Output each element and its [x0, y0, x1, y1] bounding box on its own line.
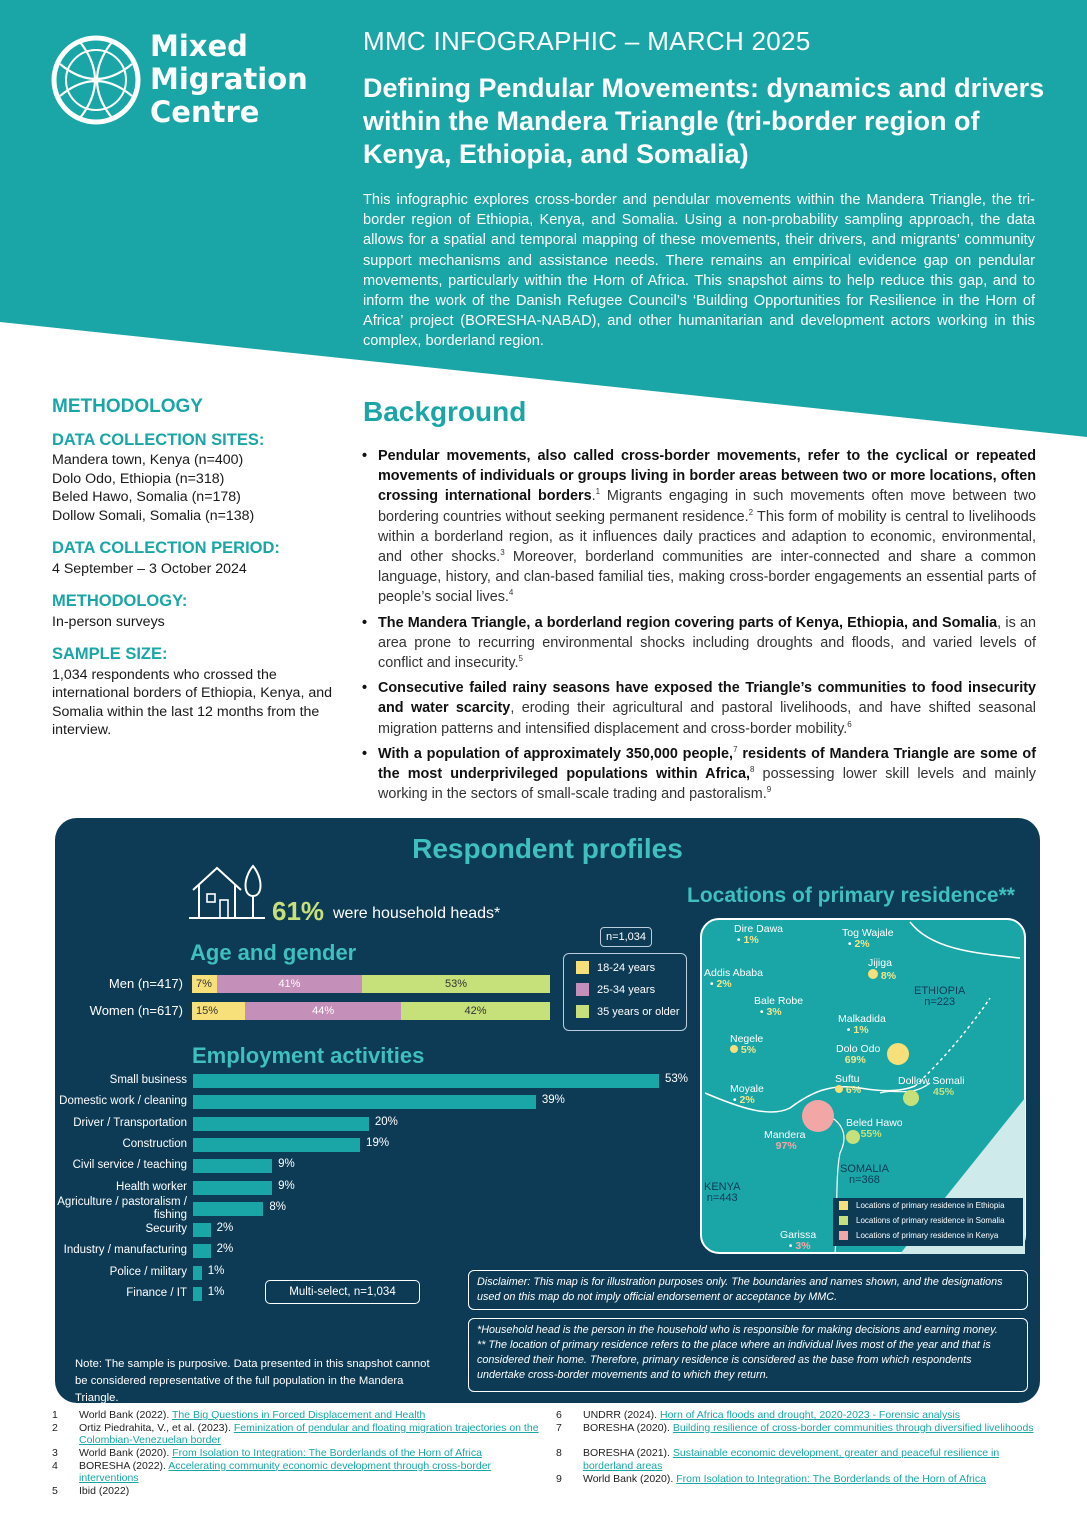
- employment-bar: [193, 1159, 272, 1173]
- list-item: • Pendular movements, also called cross-border movements, refer to the cyclical or repeated movements of individuals or groups living in border areas between two or more locations, often crossing international borders.$^1$ Migrants engaging in such movements often move between two bordering countries without seeking permanent residence.$^2$ This form of mobility is central to livelihoods within a borderland region, as it influences daily practices and adaption to economic, environmental, and other shocks.$^3$ Moreover, borderland communities are inter-connected and share a common language, history, and clan-based familial ties, making cross-border engagements an essential parts of people’s social lives.$^4$: [360, 446, 1036, 608]
- period-value: 4 September – 3 October 2024: [52, 560, 247, 577]
- footnote-link[interactable]: Accelerating community economic development through cross-border interventions: [79, 1459, 492, 1485]
- method-heading: METHODOLOGY:: [52, 592, 188, 610]
- age-n-label: n=1,034: [600, 927, 652, 947]
- sample-value: 1,034 respondents who crossed the international borders of Ethiopia, Kenya, and Somalia within the last 12 months from the interview.: [52, 666, 332, 738]
- legend-swatch: [839, 1201, 848, 1210]
- footnote-link[interactable]: Building resilience of cross-border communities through diversified livelihoods: [672, 1421, 1034, 1434]
- employment-value: 8%: [269, 1200, 286, 1213]
- methodology-panel: [52, 398, 342, 740]
- household-head-pct: 61%: [272, 896, 325, 926]
- footnote-number: 2: [52, 1421, 58, 1434]
- employment-row: [55, 1159, 755, 1177]
- site-item: Beled Hawo, Somalia (n=178): [52, 489, 241, 505]
- age-bar-segment: 42%: [401, 1002, 550, 1020]
- footnote-link[interactable]: Horn of Africa floods and drought, 2020-2023 - Forensic analysis: [660, 1409, 961, 1421]
- footnote-number: 3: [52, 1447, 58, 1459]
- age-row-label: Women (n=617): [89, 1003, 183, 1018]
- map-marker: [868, 969, 878, 979]
- sites-heading: DATA COLLECTION SITES:: [52, 430, 265, 449]
- map-marker: [730, 1045, 738, 1053]
- mmc-logo-icon: [50, 34, 142, 126]
- region-label-ethiopia: ETHIOPIA n=223: [914, 985, 966, 1008]
- employment-label: Agriculture / pastoralism / fishing: [57, 1195, 187, 1221]
- series-label: MMC INFOGRAPHIC – MARCH 2025: [363, 26, 811, 56]
- map-place-label: Tog Wajale • 2%: [842, 927, 894, 950]
- employment-bar: [193, 1095, 536, 1109]
- footnote-text: Ortiz Piedrahita, V., et al. (2023). Feminization of pendular and floating migration trajectories on the Colombian-Venezuelan border: [79, 1421, 539, 1447]
- map-heading: Locations of primary residence**: [687, 884, 1015, 907]
- footnote-link[interactable]: Feminization of pendular and floating migration trajectories on the Colombian-Venezuelan border: [79, 1421, 539, 1447]
- map-place-label: Malkadida • 1%: [838, 1013, 886, 1036]
- map-place-label: Addis Ababa • 2%: [704, 967, 763, 990]
- employment-label: Construction: [122, 1137, 187, 1150]
- employment-label: Police / military: [109, 1265, 187, 1278]
- map-marker-beled-hawo: [846, 1130, 860, 1144]
- footnote-link[interactable]: From Isolation to Integration: The Borderlands of the Horn of Africa: [172, 1447, 482, 1459]
- footnote-text: Ibid (2022): [79, 1485, 130, 1497]
- footnote-text: World Bank (2020). From Isolation to Integration: The Borderlands of the Horn of Africa: [79, 1447, 482, 1459]
- footnote-link[interactable]: The Big Questions in Forced Displacement and Health: [172, 1409, 426, 1421]
- age-bar-segment: 44%: [245, 1002, 401, 1020]
- mmc-logo: [50, 30, 308, 129]
- map-marker: [835, 1085, 843, 1093]
- map-marker-dollow: [903, 1090, 919, 1106]
- employment-label: Finance / IT: [126, 1287, 187, 1299]
- site-item: Dolo Odo, Ethiopia (n=318): [52, 470, 225, 487]
- sample-note: Note: The sample is purposive. Data presented in this snapshot cannot be considered representative of the full population in the Mandera Triangle.: [75, 1358, 430, 1404]
- map-legend-item: Locations of primary residence in Somalia: [833, 1213, 1023, 1228]
- multiselect-note: Multi-select, n=1,034: [265, 1280, 420, 1304]
- footnote-number: 7: [556, 1421, 562, 1434]
- employment-bar: [193, 1287, 202, 1301]
- employment-value: 1%: [207, 1286, 225, 1298]
- employment-row: [55, 1223, 755, 1241]
- employment-bar: [193, 1181, 272, 1195]
- footnote-number: 1: [52, 1409, 58, 1421]
- map-legend: [833, 1198, 1023, 1246]
- residence-map: [700, 918, 1026, 1254]
- respondent-profiles-panel: [55, 818, 1040, 1403]
- footnote-number: 6: [556, 1409, 562, 1421]
- intro-paragraph: This infographic explores cross-border and pendular movements within the Mandera Triangle, the tri-border region of Ethiopia, Kenya, and Somalia. Using a non-probability sampling approach, the data allows for a spatial and temporal mapping of these movements, their drivers, and migrants’ community support mechanisms and assistance needs. There remains an empirical evidence gap on pendular movements, particularly within the Horn of Africa. This snapshot aims to help reduce this gap, and to inform the work of the Danish Refugee Council’s ‘Building Opportunities for Resilience in the Horn of Africa’ project (BORESHA-NABAD), and other humanitarian and development actors working in this complex, borderland region.: [363, 192, 1035, 350]
- map-place-label: Dollow Somali 45%: [898, 1075, 965, 1098]
- employment-bar: [193, 1117, 369, 1131]
- employment-label: Health worker: [116, 1180, 187, 1193]
- list-item: • Consecutive failed rainy seasons have exposed the Triangle’s communities to food insecurity and water scarcity, eroding their agricultural and pastoral livelihoods, and have shifted seasonal migration patterns and intensified displacement and cross-border mobility.$^6$: [360, 678, 1036, 739]
- definitions-box: [468, 1318, 1028, 1392]
- map-place-label: Dire Dawa • 1%: [734, 923, 784, 946]
- footnote-text: World Bank (2020). From Isolation to Integration: The Borderlands of the Horn of Africa: [583, 1472, 986, 1485]
- employment-bar: [193, 1266, 202, 1280]
- map-marker-mandera: [802, 1100, 834, 1132]
- employment-label: Domestic work / cleaning: [59, 1095, 187, 1108]
- employment-label: Driver / Transportation: [73, 1116, 187, 1129]
- map-place-label: Jijiga 8%: [868, 957, 897, 982]
- logo-wordmark: [150, 30, 308, 129]
- map-place-label: Dolo Odo 69%: [836, 1043, 881, 1066]
- employment-value: 2%: [216, 1243, 234, 1256]
- employment-bar: [193, 1138, 360, 1152]
- legend-swatch: [839, 1216, 848, 1225]
- employment-value: 2%: [216, 1222, 234, 1235]
- map-place-label: Beled Hawo 55%: [846, 1117, 903, 1140]
- list-item: • The Mandera Triangle, a borderland region covering parts of Kenya, Ethiopia, and Somalia, is an area prone to recurring environmental shocks including droughts and floods, and varied levels of conflict and insecurity.$^5$: [360, 613, 1036, 674]
- employment-value: 19%: [366, 1136, 390, 1149]
- employment-label: Civil service / teaching: [72, 1159, 187, 1172]
- background-heading: Background: [363, 396, 527, 427]
- logo-line-2: Migration: [150, 62, 308, 96]
- employment-bar: [193, 1223, 211, 1237]
- age-bar-segment: 41%: [217, 975, 362, 993]
- region-label-kenya: KENYA n=443: [704, 1181, 741, 1204]
- map-place-label: Negele 5%: [730, 1033, 764, 1056]
- map-disclaimer: Disclaimer: This map is for illustration purposes only. The boundaries and names shown, and the designations used on this map do not imply official endorsement or acceptance by MMC.: [468, 1270, 1028, 1310]
- residence-definition: ** The location of primary residence refers to the place where an individual lives most of the year and that is considered their home. Therefore, primary residence is considered as the base from which respondents undertake cross-border movements and to which they return.: [477, 1339, 991, 1381]
- map-place-label: Garissa • 3%: [780, 1229, 817, 1252]
- legend-item: 35 years or older: [576, 1005, 680, 1018]
- employment-heading: Employment activities: [192, 1043, 425, 1068]
- period-heading: DATA COLLECTION PERIOD:: [52, 539, 280, 557]
- methodology-heading: METHODOLOGY: [52, 396, 203, 417]
- footnote-number: 5: [52, 1485, 58, 1497]
- footnote-link[interactable]: Sustainable economic development, greater and peaceful resilience in borderland areas: [583, 1447, 1000, 1472]
- logo-line-3: Centre: [150, 95, 260, 129]
- legend-swatch: [839, 1231, 848, 1240]
- method-value: In-person surveys: [52, 613, 165, 630]
- page-title: Defining Pendular Movements: dynamics and drivers within the Mandera Triangle (tri-border region of Kenya, Ethiopia, and Somalia): [363, 73, 1045, 169]
- logo-line-1: Mixed: [150, 29, 248, 63]
- employment-value: 39%: [541, 1094, 565, 1107]
- map-place-label: Bale Robe • 3%: [754, 995, 804, 1018]
- age-row-label: Men (n=417): [108, 976, 183, 991]
- age-gender-heading: Age and gender: [190, 940, 357, 965]
- employment-row: [55, 1195, 755, 1221]
- footnote-link[interactable]: From Isolation to Integration: The Borderlands of the Horn of Africa: [676, 1472, 986, 1485]
- employment-bar: [193, 1202, 263, 1216]
- household-definition: *Household head is the person in the household who is responsible for making decisions and earning money.: [477, 1324, 998, 1336]
- employment-value: 9%: [278, 1158, 295, 1171]
- employment-label: Small business: [109, 1074, 187, 1086]
- footnote-text: BORESHA (2020). Building resilience of cross-border communities through diversified livelihoods: [583, 1421, 1034, 1434]
- employment-label: Security: [145, 1223, 187, 1236]
- footnote-number: 9: [556, 1472, 562, 1485]
- employment-row: [55, 1244, 755, 1262]
- employment-value: 1%: [207, 1264, 225, 1277]
- profiles-heading: Respondent profiles: [412, 833, 683, 864]
- household-head-label: were household heads*: [333, 905, 501, 922]
- employment-row: [55, 1095, 755, 1113]
- employment-bar: [193, 1244, 211, 1258]
- age-bar-segment: 7%: [192, 975, 217, 993]
- map-place-label: Moyale • 2%: [730, 1083, 764, 1106]
- employment-row: [55, 1117, 755, 1135]
- map-place-label: Mandera 97%: [764, 1129, 806, 1152]
- employment-row: [55, 1138, 755, 1156]
- map-legend-item: Locations of primary residence in Ethiopia: [833, 1198, 1023, 1213]
- employment-label: Industry / manufacturing: [63, 1244, 187, 1257]
- footnote-number: 4: [52, 1459, 58, 1472]
- employment-value: 20%: [374, 1115, 398, 1128]
- region-label-somalia: SOMALIA n=368: [840, 1163, 889, 1186]
- age-bar-segment: 15%: [192, 1002, 245, 1020]
- footnote-text: UNDRR (2024). Horn of Africa floods and drought, 2020-2023 - Forensic analysis: [583, 1409, 961, 1421]
- background-list: [360, 446, 1036, 809]
- employment-chart: [55, 818, 755, 1318]
- list-item: • With a population of approximately 350,000 people,$^7$ residents of Mandera Triangle are some of the most underprivileged populations within Africa,$^8$ possessing lower skill levels and mainly working in the sectors of small-scale trading and pastoralism.$^9$: [360, 744, 1036, 805]
- footnote-text: BORESHA (2021). Sustainable economic development, greater and peaceful resilience in borderland areas: [583, 1447, 1000, 1472]
- employment-value: 9%: [278, 1179, 295, 1192]
- age-bar-segment: 53%: [362, 975, 550, 993]
- employment-row: [55, 1074, 755, 1092]
- footnote-text: World Bank (2022). The Big Questions in Forced Displacement and Health: [79, 1409, 426, 1421]
- legend-item: 25-34 years: [576, 983, 655, 996]
- footnote-number: 8: [556, 1447, 562, 1459]
- site-item: Dollow Somali, Somalia (n=138): [52, 507, 255, 524]
- legend-item: 18-24 years: [576, 961, 655, 974]
- sample-heading: SAMPLE SIZE:: [52, 645, 168, 663]
- footnote-text: BORESHA (2022). Accelerating community economic development through cross-border interventions: [79, 1459, 492, 1485]
- site-item: Mandera town, Kenya (n=400): [52, 452, 244, 468]
- employment-value: 53%: [665, 1073, 689, 1085]
- map-marker-dolo-odo: [887, 1043, 909, 1065]
- map-place-label: Suftu 6%: [835, 1073, 862, 1096]
- employment-bar: [193, 1074, 659, 1088]
- map-legend-item: Locations of primary residence in Kenya: [833, 1228, 1023, 1243]
